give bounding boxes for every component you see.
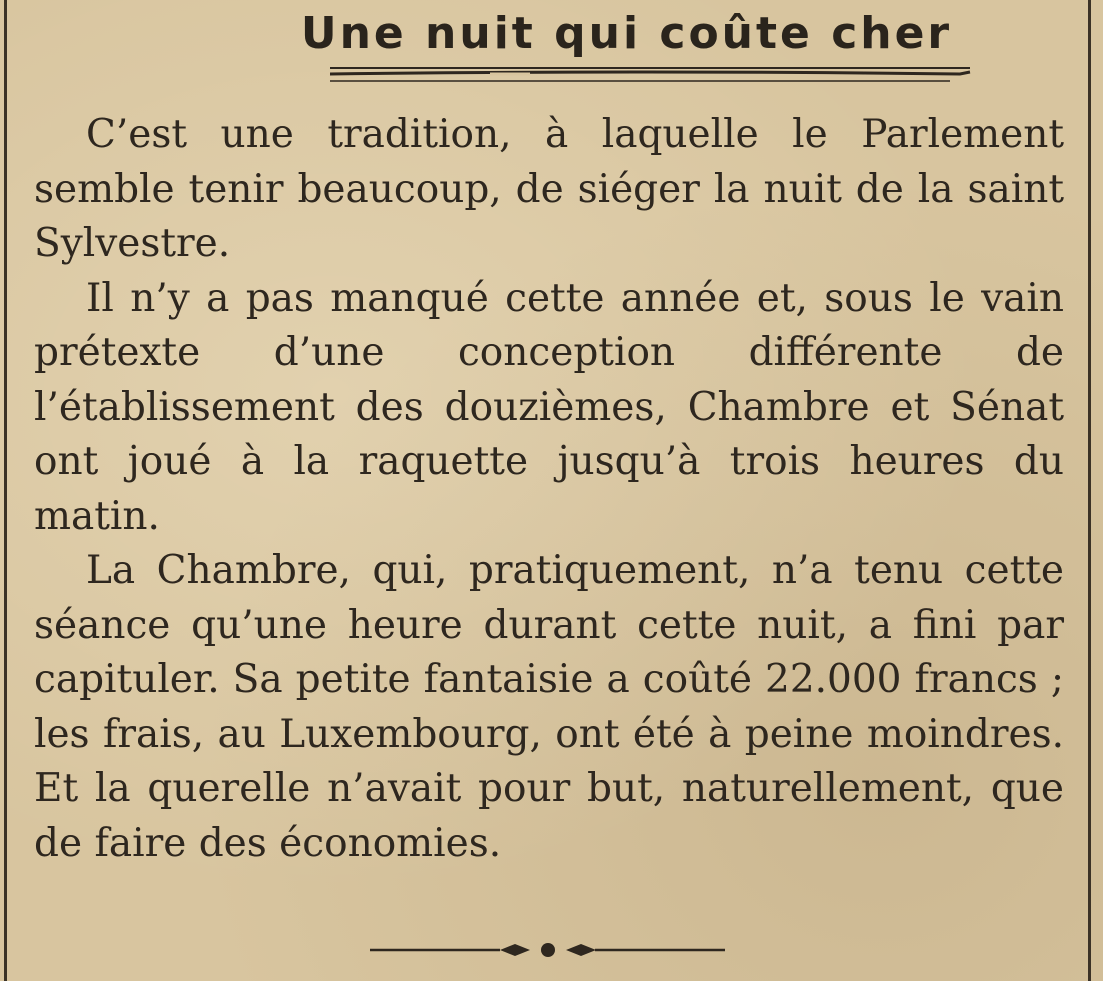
- title-underline-ornament: [330, 64, 975, 86]
- column-rule-left: [4, 0, 7, 981]
- article-body: [34, 108, 1064, 871]
- column-rule-right: [1088, 0, 1091, 981]
- end-ornament-divider: [370, 937, 725, 963]
- paragraph-1: C’est une tradition, à laquelle le Parlement semble tenir beaucoup, de siéger la nuit de la saint Sylvestre.: [34, 112, 1064, 266]
- paragraph-2: Il n’y a pas manqué cette année et, sous le vain prétexte d’une conception différente de l’établissement des douzièmes, Chambre et Sénat ont joué à la raquette jusqu’à trois heures du matin.: [34, 275, 1064, 539]
- paragraph-3: La Chambre, qui, pratiquement, n’a tenu cette séance qu’une heure durant cette nuit, a fini par capituler. Sa petite fantaisie a coûté 22.000 francs ; les frais, au Luxembourg, ont été à peine moindres. Et la querelle n’avait pour but, naturellement, que de faire des économies.: [34, 548, 1064, 866]
- article-title: Une nuit qui coûte cher: [300, 8, 953, 59]
